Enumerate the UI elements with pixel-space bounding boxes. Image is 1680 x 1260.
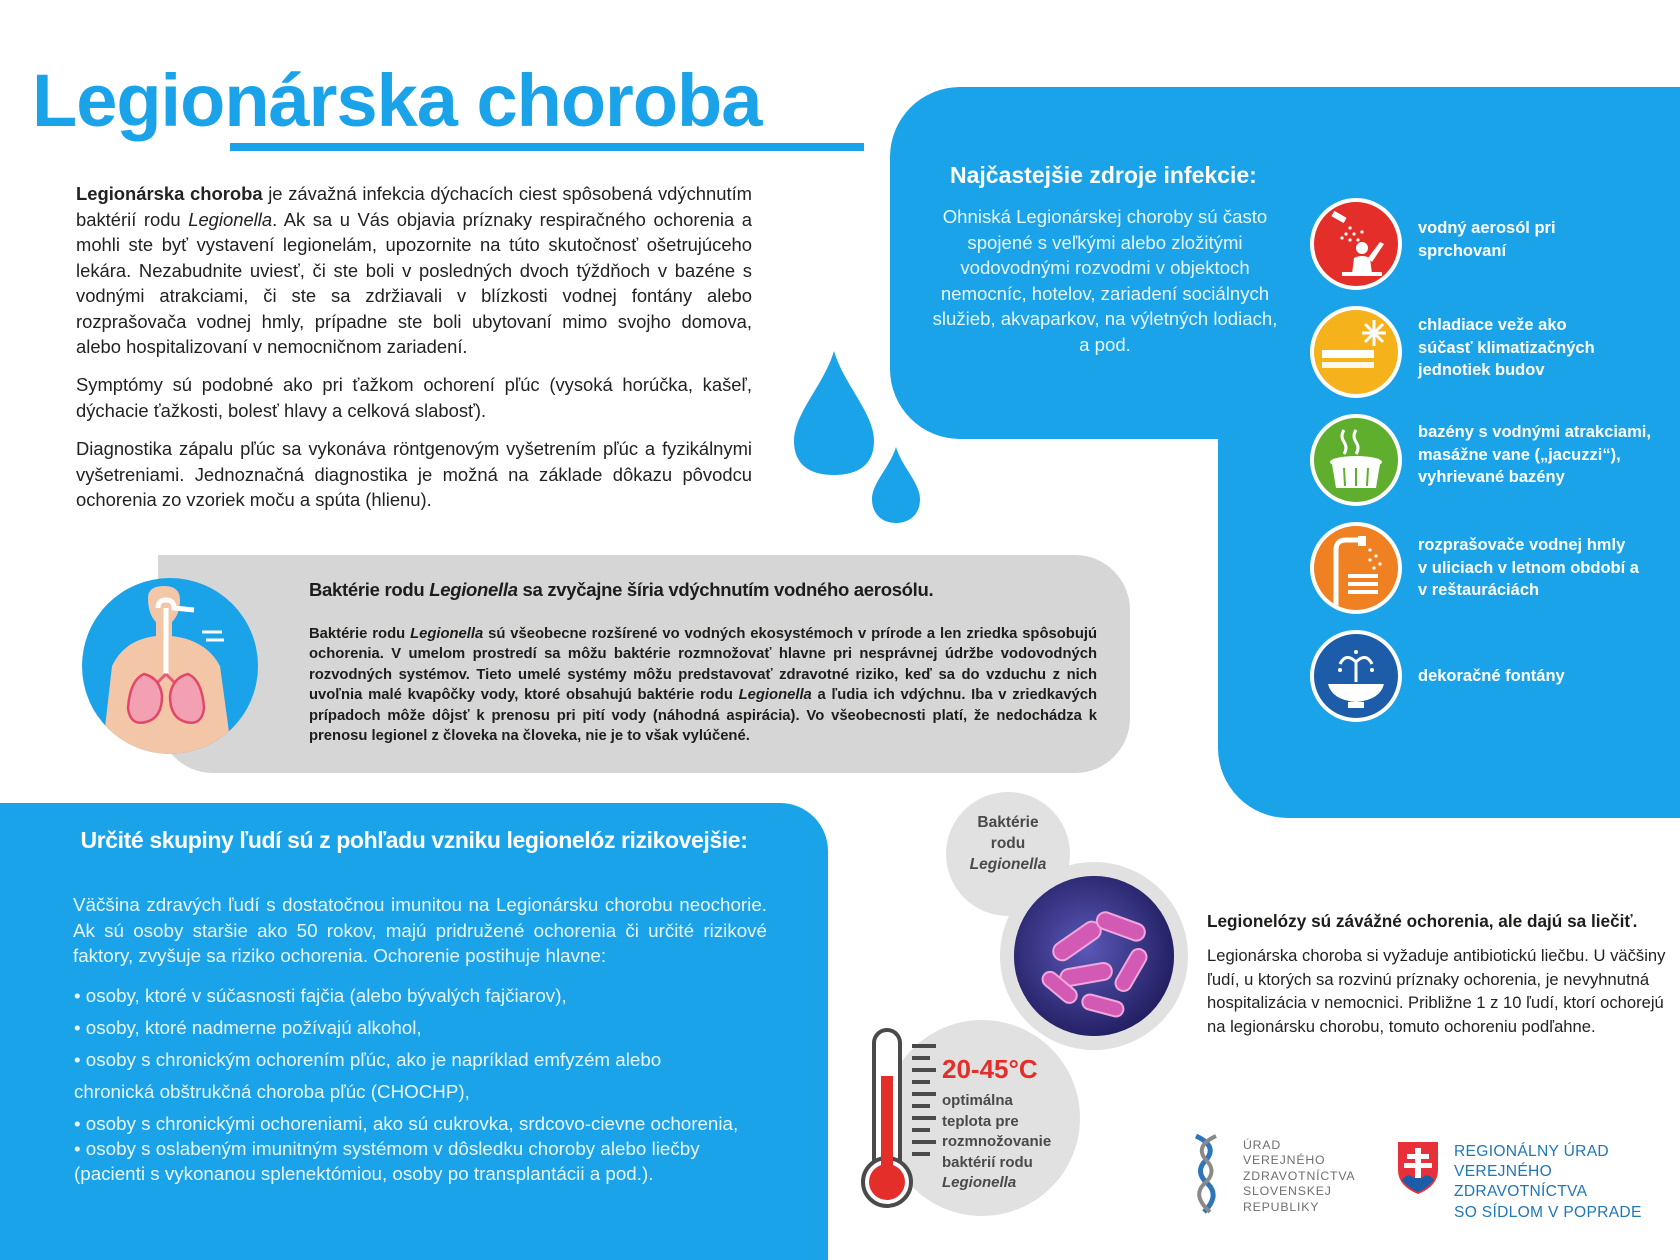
temperature-description: optimálna teplota pre rozmnožovanie baktérií rodu Legionella: [942, 1092, 1052, 1191]
list-item: • osoby, ktoré nadmerne požívajú alkohol,: [74, 1017, 422, 1038]
list-item: • osoby s oslabeným imunitným systémom v dôsledku choroby alebo liečby (pacienti s vykonanou splenektómiou, osoby po transplantácii a pod.).: [74, 1138, 700, 1184]
thermometer-icon: [856, 1026, 948, 1212]
bacteria-image-frame: [1000, 862, 1188, 1050]
ruvz-logo-text: REGIONÁLNY ÚRAD VEREJNÉHO ZDRAVOTNÍCTVA SO SÍDLOM V POPRADE: [1454, 1143, 1642, 1221]
sources-text: Ohniská Legionárskej choroby sú často spojené s veľkými alebo zložitými vodovodnými rozvodmi v objektoch nemocníc, hotelov, zariadení sociálnych služieb, akvaparkov, na výletných lodiach, a pod.: [932, 206, 1278, 355]
source-label-cooling-tower: chladiace veže ako súčasť klimatizačných jednotiek budov: [1418, 316, 1595, 379]
bacteria-icon: [1000, 862, 1188, 1050]
risk-list: [72, 980, 792, 1186]
intro-paragraph-3: Diagnostika zápalu pľúc sa vykonáva röntgenovým vyšetrením pľúc a fyzikálnymi vyšetreniami. Jednoznačná diagnostika je možná na základe dôkazu pôvodcu ochorenia zo vzoriek moču a spúta (hlienu).: [76, 438, 752, 510]
risk-intro: Väčšina zdravých ľudí s dostatočnou imunitou na Legionársku chorobu neochorie. Ak sú osoby staršie ako 50 rokov, majú pridružené ochorenia či určité rizikové faktory, zvyšuje sa riziko ochorenia. Ochorenie postihuje hlavne:: [73, 894, 767, 967]
uvz-logo-icon: [1188, 1132, 1226, 1216]
transmission-heading: Baktérie rodu Legionella sa zvyčajne šíria vdýchnutím vodného aerosólu.: [309, 579, 934, 600]
intro-text-b: . Ak sa u Vás objavia príznaky respiračného ochorenia a mohli ste byť vystavení legionelám, upozornite na túto skutočnosť ošetrujúceho lekára. Nezabudnite uviesť, či ste boli v posledných dvoch týždňoch v bazéne s vodnými atrakciami, či ste sa zdržiavali v blízkosti vodnej fontány alebo rozprašovača vodnej hmly, prípadne ste boli ubytovaní mimo svojho domova, alebo hospitalizovaní v nemocničnom zariadení.: [76, 208, 752, 357]
list-item: • osoby s chronickými ochoreniami, ako sú cukrovka, srdcovo-cievne ochorenia,: [74, 1113, 739, 1134]
transmission-text: Baktérie rodu Legionella sú všeobecne rozšírené vo vodných ekosystémoch v prírode a len zriedka spôsobujú ochorenia. V umelom prostredí sa môžu baktérie rozmnožovať hlavne pri nesprávnej údržbe vodovodných rozvodných systémov. Tieto umelé systémy môžu predstavovať zdravotné riziko, keď sa do vzduchu z nich uvoľnia malé kvapôčky vody, ktoré obsahujú baktérie rodu Legionella a ľudia ich vdýchnu. Iba v zriedkavých prípadoch môže dôjsť k prenosu pri pití vody (náhodná aspirácia). Vo všeobecnosti platí, že nedochádza k prenosu legionel z človeka na človeka, nie je to však vylúčené.: [309, 626, 1098, 745]
sources-heading: Najčastejšie zdroje infekcie:: [950, 162, 1257, 188]
uvz-logo-text: ÚRAD VEREJNÉHO ZDRAVOTNÍCTVA SLOVENSKEJ REPUBLIKY: [1243, 1138, 1356, 1214]
list-item: • osoby, ktoré v súčasnosti fajčia (alebo bývalých fajčiarov),: [74, 985, 567, 1006]
list-item: • osoby s chronickým ochorením pľúc, ako je napríklad emfyzém alebo chronická obštrukčná choroba pľúc (CHOCHP),: [74, 1049, 662, 1102]
lungs-icon: [82, 578, 258, 754]
shower-icon: [1310, 198, 1402, 290]
risk-heading: Určité skupiny ľudí sú z pohľadu vzniku legionelóz rizikovejšie:: [80, 827, 748, 853]
source-label-fountain: dekoračné fontány: [1418, 667, 1565, 685]
mist-sprayer-icon: [1310, 522, 1402, 614]
intro-italic: Legionella: [188, 208, 273, 230]
source-label-mist: rozprašovače vodnej hmly v uliciach v letnom období a v reštauráciách: [1418, 536, 1639, 599]
source-label-hot-tub: bazény s vodnými atrakciami, masážne vane („jacuzzi“), vyhrievané bazény: [1418, 423, 1651, 486]
temperature-range: 20-45°C: [942, 1054, 1038, 1084]
intro-paragraph-1: [76, 181, 752, 360]
intro-text-a: je závažná infekcia dýchacích ciest spôsobená vdýchnutím baktérií rodu: [76, 183, 753, 230]
treatment-heading: Legionelózy sú závážné ochorenia, ale dajú sa liečiť.: [1207, 911, 1638, 931]
source-label-shower: vodný aerosól pri sprchovaní: [1418, 219, 1556, 260]
hot-tub-icon: [1310, 414, 1402, 506]
slovak-coat-of-arms-icon: [1396, 1140, 1440, 1196]
fountain-icon: [1310, 630, 1402, 722]
title-underline: [230, 143, 864, 151]
page-title: Legionárska choroba: [32, 59, 762, 142]
cooling-tower-icon: [1310, 306, 1402, 398]
bacteria-label: Baktérie rodu Legionella: [969, 814, 1047, 873]
intro-paragraph-2: Symptómy sú podobné ako pri ťažkom ochorení pľúc (vysoká horúčka, kašeľ, dýchacie ťažkosti, bolesť hlavy a celková slabosť).: [76, 374, 752, 421]
treatment-text: Legionárska choroba si vyžaduje antibiotickú liečbu. U väčšiny ľudí, u ktorých sa rozvinú príznaky ochorenia, je nevyhnutná hospitalizácia v nemocnici. Približne 1 z 10 ľudí, ktorí ochorejú na legionársku chorobu, tomuto ochoreniu podľahne.: [1207, 946, 1666, 1036]
intro-bold-term: Legionárska choroba: [76, 183, 263, 204]
